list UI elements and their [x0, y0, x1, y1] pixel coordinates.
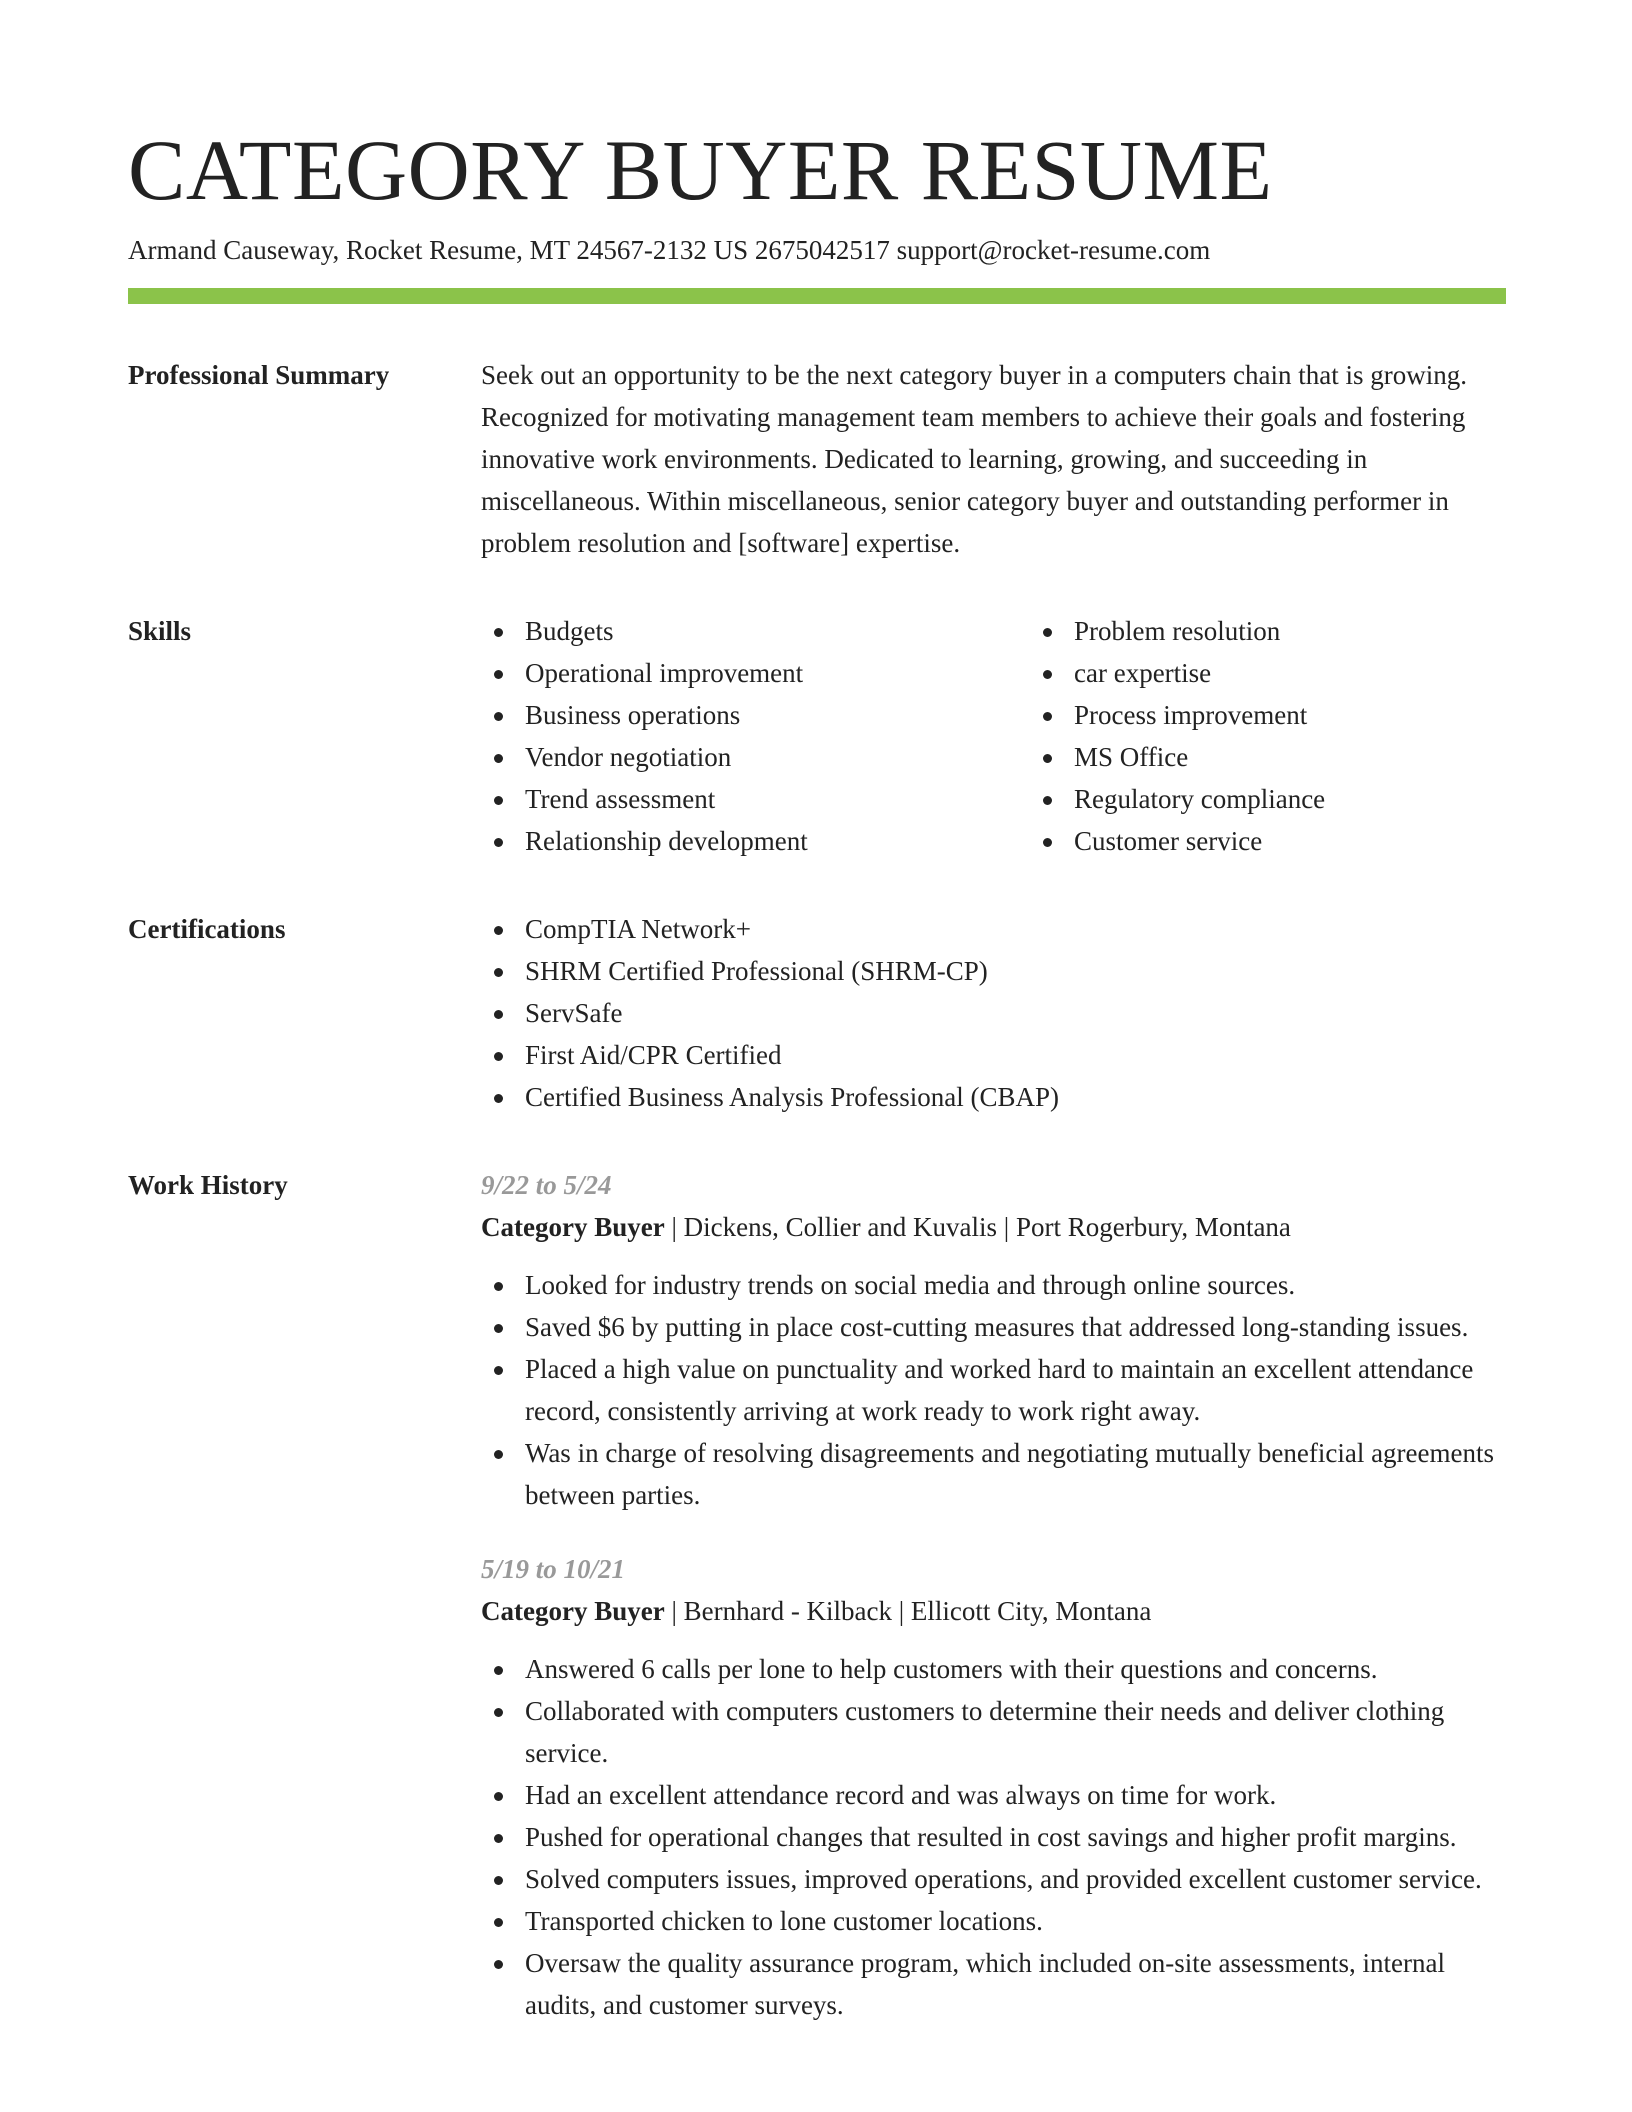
skill-item: Business operations [525, 694, 1030, 736]
job-bullet: Oversaw the quality assurance program, which included on-site assessments, internal audits, and customer surveys. [525, 1942, 1506, 2026]
skill-item: Problem resolution [1074, 610, 1579, 652]
job-bullet: Pushed for operational changes that resulted in cost savings and higher profit margins. [525, 1816, 1506, 1858]
certification-item: CompTIA Network+ [525, 908, 1506, 950]
job-employer: | Dickens, Collier and Kuvalis | Port Rogerbury, Montana [664, 1212, 1291, 1242]
contact-line [128, 230, 1506, 270]
accent-divider [128, 288, 1506, 304]
job-bullet: Answered 6 calls per lone to help customers with their questions and concerns. [525, 1648, 1506, 1690]
job-entry [481, 1548, 1506, 2026]
skill-item: Process improvement [1074, 694, 1579, 736]
job-entry [481, 1164, 1506, 1516]
skill-item: car expertise [1074, 652, 1579, 694]
skill-item: Trend assessment [525, 778, 1030, 820]
job-bullet: Had an excellent attendance record and was always on time for work. [525, 1774, 1506, 1816]
work-history-heading: Work History [128, 1170, 288, 1200]
skill-item: Budgets [525, 610, 1030, 652]
skill-item: MS Office [1074, 736, 1579, 778]
skill-item: Operational improvement [525, 652, 1030, 694]
resume-page [128, 120, 1506, 2058]
certification-item: Certified Business Analysis Professional (CBAP) [525, 1076, 1506, 1118]
skill-item: Relationship development [525, 820, 1030, 862]
certification-item: ServSafe [525, 992, 1506, 1034]
job-bullet: Saved $6 by putting in place cost-cutting measures that addressed long-standing issues. [525, 1306, 1506, 1348]
skills-list-right [1030, 610, 1579, 862]
job-bullet: Transported chicken to lone customer locations. [525, 1900, 1506, 1942]
contact-phone: 2675042517 [754, 235, 890, 265]
job-bullet: Placed a high value on punctuality and worked hard to maintain an excellent attendance record, consistently arriving at work ready to work right away. [525, 1348, 1506, 1432]
summary-text: Seek out an opportunity to be the next category buyer in a computers chain that is growing. Recognized for motivating management team members to achieve their goals and fostering innovative work environments. Dedicated to learning, growing, and succeeding in miscellaneous. Within miscellaneous, senior category buyer and outstanding performer in problem resolution and [software] expertise. [481, 360, 1468, 558]
job-bullet: Was in charge of resolving disagreements and negotiating mutually beneficial agreements between parties. [525, 1432, 1506, 1516]
certification-item: SHRM Certified Professional (SHRM-CP) [525, 950, 1506, 992]
job-dates: 5/19 to 10/21 [481, 1554, 626, 1584]
job-heading [481, 1206, 1506, 1248]
certifications-section [128, 908, 1506, 1118]
certification-item: First Aid/CPR Certified [525, 1034, 1506, 1076]
job-role: Category Buyer [481, 1212, 665, 1242]
job-bullets [481, 1648, 1506, 2026]
job-bullet: Collaborated with computers customers to determine their needs and deliver clothing service. [525, 1690, 1506, 1774]
job-bullets [481, 1264, 1506, 1516]
resume-title: CATEGORY BUYER RESUME [128, 122, 1273, 218]
job-bullet: Solved computers issues, improved operations, and provided excellent customer service. [525, 1858, 1506, 1900]
certifications-heading: Certifications [128, 914, 286, 944]
job-role: Category Buyer [481, 1596, 665, 1626]
skills-section [128, 610, 1506, 862]
summary-section [128, 354, 1506, 564]
job-bullet: Looked for industry trends on social media and through online sources. [525, 1264, 1506, 1306]
summary-heading: Professional Summary [128, 360, 390, 390]
skills-list-left [481, 610, 1030, 862]
skills-heading: Skills [128, 616, 192, 646]
skill-item: Regulatory compliance [1074, 778, 1579, 820]
skill-item: Vendor negotiation [525, 736, 1030, 778]
certifications-list [481, 908, 1506, 1118]
job-dates: 9/22 to 5/24 [481, 1170, 612, 1200]
skill-item: Customer service [1074, 820, 1579, 862]
work-history-section [128, 1164, 1506, 2058]
contact-email: support@rocket-resume.com [896, 235, 1211, 265]
job-employer: | Bernhard - Kilback | Ellicott City, Montana [664, 1596, 1152, 1626]
job-heading [481, 1590, 1506, 1632]
contact-address: Armand Causeway, Rocket Resume, MT 24567-2132 US [128, 235, 749, 265]
